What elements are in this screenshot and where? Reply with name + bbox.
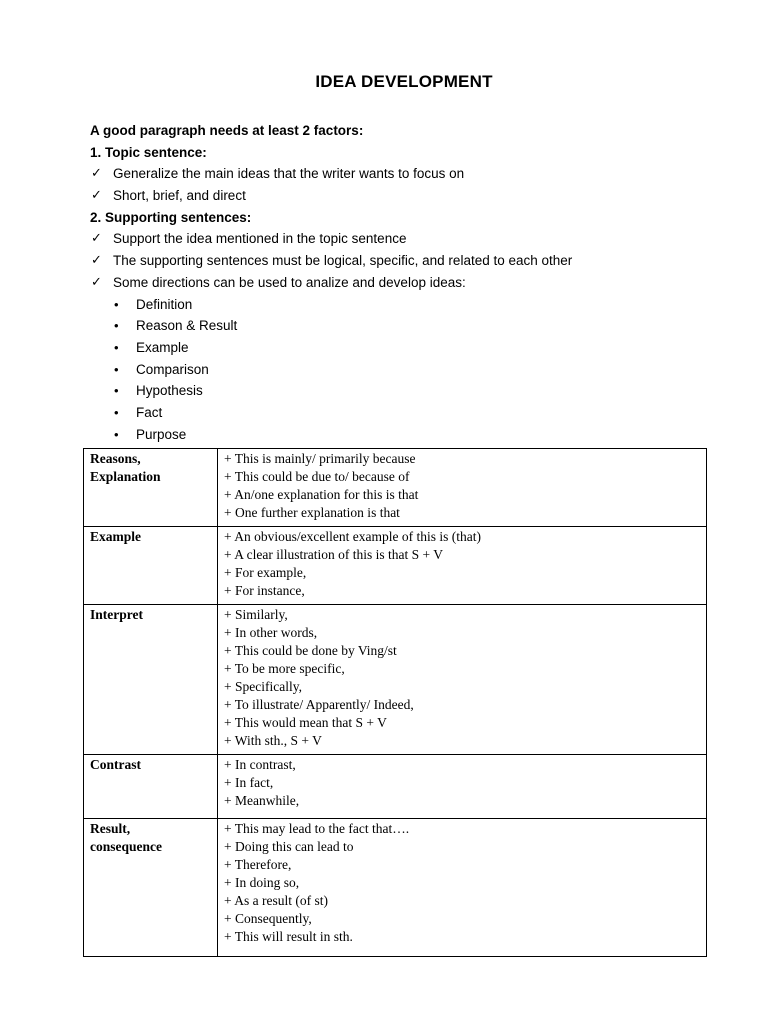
list-item-text: Support the idea mentioned in the topic sentence: [113, 231, 407, 247]
phrases-cell: [218, 527, 707, 605]
section-heading-supporting: 2. Supporting sentences:: [90, 209, 252, 225]
phrase-line: + In other words,: [224, 625, 318, 640]
category-label: Result,: [90, 821, 131, 836]
bullet-icon: •: [114, 404, 119, 420]
phrase-line: + For instance,: [224, 583, 305, 598]
direction-text: Comparison: [136, 361, 209, 377]
checkmark-icon: ✓: [91, 274, 102, 290]
phrase-line: + This will result in sth.: [224, 929, 353, 944]
phrase-line: + Doing this can lead to: [224, 839, 354, 854]
category-label: Contrast: [90, 757, 141, 772]
category-cell: [84, 755, 218, 819]
direction-item: [90, 337, 730, 359]
bullet-icon: •: [114, 318, 119, 334]
direction-text: Fact: [136, 404, 163, 420]
category-label: consequence: [90, 839, 162, 854]
direction-text: Definition: [136, 296, 193, 312]
phrase-line: + In contrast,: [224, 757, 296, 772]
list-item: [90, 163, 730, 185]
section-heading-topic: 1. Topic sentence:: [90, 144, 207, 160]
checkmark-icon: ✓: [91, 253, 102, 269]
phrase-line: + This is mainly/ primarily because: [224, 451, 416, 466]
phrases-cell: [218, 605, 707, 755]
intro-section: [90, 120, 730, 445]
direction-text: Example: [136, 339, 189, 355]
phrase-line: + As a result (of st): [224, 893, 328, 908]
direction-text: Hypothesis: [136, 383, 203, 399]
phrase-line: + An obvious/excellent example of this is (that): [224, 529, 481, 544]
list-item: [90, 228, 730, 250]
phrase-line: + An/one explanation for this is that: [224, 487, 419, 502]
bullet-icon: •: [114, 361, 119, 377]
list-item: [90, 185, 730, 207]
category-label: Reasons,: [90, 451, 141, 466]
phrase-line: + This could be done by Ving/st: [224, 643, 397, 658]
phrase-line: + To be more specific,: [224, 661, 345, 676]
phrase-line: + In doing so,: [224, 875, 300, 890]
direction-item: [90, 294, 730, 316]
list-item: [90, 250, 730, 272]
category-cell: [84, 819, 218, 957]
phrases-cell: [218, 755, 707, 819]
direction-text: Reason & Result: [136, 318, 238, 334]
phrases-cell: [218, 819, 707, 957]
list-item-text: The supporting sentences must be logical, specific, and related to each other: [113, 253, 573, 269]
category-cell: [84, 449, 218, 527]
list-item: [90, 272, 730, 294]
direction-item: [90, 359, 730, 381]
bullet-icon: •: [114, 383, 119, 399]
direction-item: [90, 402, 730, 424]
table-row: [84, 605, 707, 755]
direction-text: Purpose: [136, 426, 187, 442]
category-label: Explanation: [90, 469, 161, 484]
bullet-icon: •: [114, 296, 119, 312]
category-cell: [84, 527, 218, 605]
phrase-line: + In fact,: [224, 775, 274, 790]
list-item-text: Some directions can be used to analize and develop ideas:: [113, 274, 466, 290]
checkmark-icon: ✓: [91, 231, 102, 247]
phrase-line: + Meanwhile,: [224, 793, 300, 808]
checkmark-icon: ✓: [91, 166, 102, 182]
bullet-icon: •: [114, 339, 119, 355]
category-label: Example: [90, 529, 142, 544]
direction-item: [90, 315, 730, 337]
page-title: IDEA DEVELOPMENT: [315, 72, 493, 91]
direction-item: [90, 380, 730, 402]
bullet-icon: •: [114, 426, 119, 442]
checkmark-icon: ✓: [91, 188, 102, 204]
phrase-table: [83, 448, 707, 957]
phrase-line: + Similarly,: [224, 607, 288, 622]
phrase-line: + This would mean that S + V: [224, 715, 387, 730]
category-label: Interpret: [90, 607, 143, 622]
phrases-cell: [218, 449, 707, 527]
intro-heading: A good paragraph needs at least 2 factors:: [90, 123, 364, 138]
phrase-line: + With sth., S + V: [224, 733, 322, 748]
phrase-line: + Therefore,: [224, 857, 292, 872]
phrase-line: + Consequently,: [224, 911, 312, 926]
phrase-line: + For example,: [224, 565, 307, 580]
list-item-text: Generalize the main ideas that the writer wants to focus on: [113, 166, 465, 182]
table-row: [84, 819, 707, 957]
category-cell: [84, 605, 218, 755]
list-item-text: Short, brief, and direct: [113, 188, 246, 204]
phrase-line: + One further explanation is that: [224, 505, 400, 520]
direction-item: [90, 424, 730, 446]
phrase-line: + This may lead to the fact that….: [224, 821, 410, 836]
phrase-line: + Specifically,: [224, 679, 302, 694]
phrase-line: + This could be due to/ because of: [224, 469, 410, 484]
phrase-line: + A clear illustration of this is that S + V: [224, 547, 443, 562]
table-row: [84, 449, 707, 527]
table-row: [84, 755, 707, 819]
table-row: [84, 527, 707, 605]
phrase-line: + To illustrate/ Apparently/ Indeed,: [224, 697, 414, 712]
